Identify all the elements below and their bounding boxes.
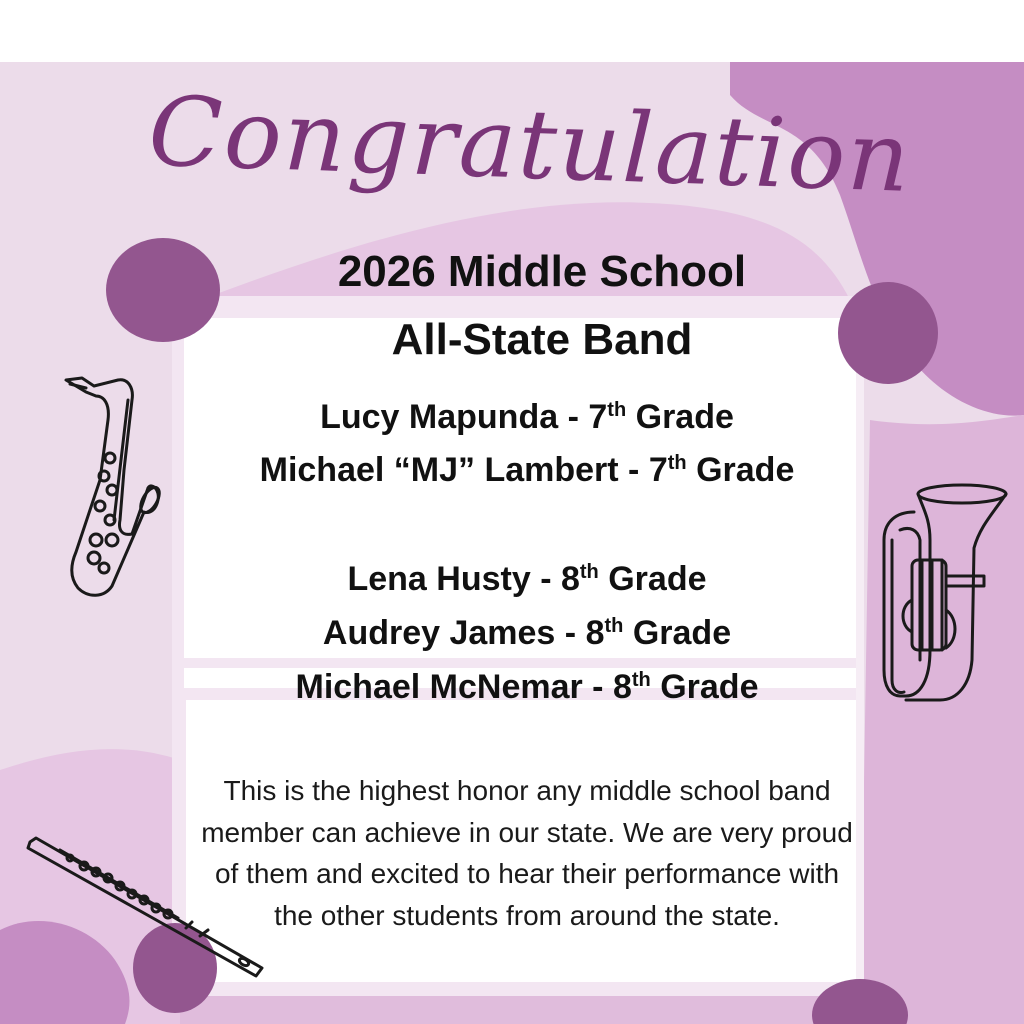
honoree-name: Michael “MJ” Lambert	[259, 451, 619, 489]
name-separator: -	[558, 398, 589, 436]
grade-suffix: th	[607, 399, 627, 421]
heading-line-2: All-State Band	[391, 315, 693, 364]
grade-ordinal: 8	[585, 614, 605, 652]
honoree-name: Lucy Mapunda	[320, 398, 559, 436]
grade-word: Grade	[626, 398, 734, 436]
message-paragraph: This is the highest honor any middle school band member can achieve in our state. We are very proud of them and excited to hear their performance with the other students from around the state.	[201, 775, 853, 931]
name-separator: -	[618, 451, 649, 489]
name-separator: -	[555, 614, 586, 652]
grade-ordinal: 8	[612, 668, 632, 706]
heading-line-1: 2026 Middle School	[337, 247, 747, 296]
honoree-name: Lena Husty	[347, 560, 531, 598]
honoree-line	[0, 453, 1024, 487]
honoree-line	[0, 562, 1024, 596]
grade-suffix: th	[631, 669, 651, 691]
honoree-name: Michael McNemar	[295, 668, 583, 706]
name-separator: -	[582, 668, 613, 706]
grade-ordinal: 7	[588, 398, 608, 436]
grade-suffix: th	[667, 452, 687, 474]
grade-word: Grade	[623, 614, 732, 652]
grade-ordinal: 8	[560, 560, 580, 598]
grade-suffix: th	[579, 561, 599, 583]
title-script: Congratulation	[146, 75, 914, 214]
honoree-line	[0, 400, 1024, 434]
honoree-line	[0, 670, 1024, 704]
grade-word: Grade	[598, 560, 707, 598]
honoree-line	[0, 616, 1024, 650]
grade-word: Grade	[686, 451, 795, 489]
grade-ordinal: 7	[648, 451, 668, 489]
grade-word: Grade	[650, 668, 759, 706]
grade-suffix: th	[604, 615, 624, 637]
name-separator: -	[530, 560, 561, 598]
honoree-name: Audrey James	[322, 614, 556, 652]
